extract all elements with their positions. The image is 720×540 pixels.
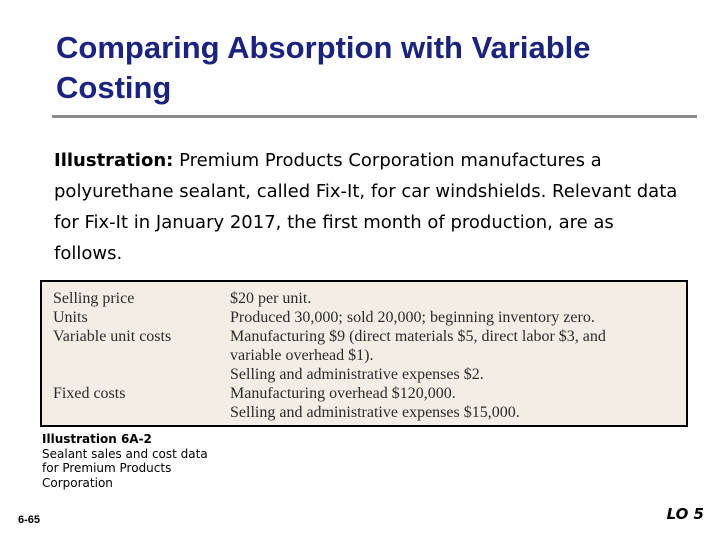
row-label: Units xyxy=(53,309,88,326)
row-value: Produced 30,000; sold 20,000; beginning inventory zero. xyxy=(230,309,595,326)
row-value: Manufacturing overhead $120,000. xyxy=(230,385,456,402)
caption-title: Illustration 6A-2 xyxy=(42,432,152,446)
caption-text: Sealant sales and cost data for Premium Products Corporation xyxy=(42,446,208,490)
row-value: Manufacturing $9 (direct materials $5, direct labor $3, and xyxy=(230,328,606,345)
row-value: variable overhead $1). xyxy=(230,347,374,364)
intro-paragraph xyxy=(54,145,686,269)
row-value: $20 per unit. xyxy=(230,290,312,307)
illustration-caption xyxy=(42,432,212,490)
intro-lead: Illustration: xyxy=(54,150,174,171)
page-number: 6-65 xyxy=(18,514,41,526)
row-value: Selling and administrative expenses $15,000. xyxy=(230,404,520,421)
intro-text: Premium Products Corporation manufactures a polyurethane sealant, called Fix-It, for car windshields. Relevant data for Fix-It in January 2017, the first month of production, are as follows. xyxy=(54,150,678,264)
slide-title: Comparing Absorption with Variable Costing xyxy=(56,30,591,105)
row-label: Selling price xyxy=(53,290,135,307)
row-value: Selling and administrative expenses $2. xyxy=(230,366,484,383)
row-label: Variable unit costs xyxy=(53,328,172,345)
title-divider xyxy=(52,115,697,118)
data-table xyxy=(40,280,688,427)
row-label: Fixed costs xyxy=(53,385,126,402)
learning-objective-label: LO 5 xyxy=(666,505,704,523)
